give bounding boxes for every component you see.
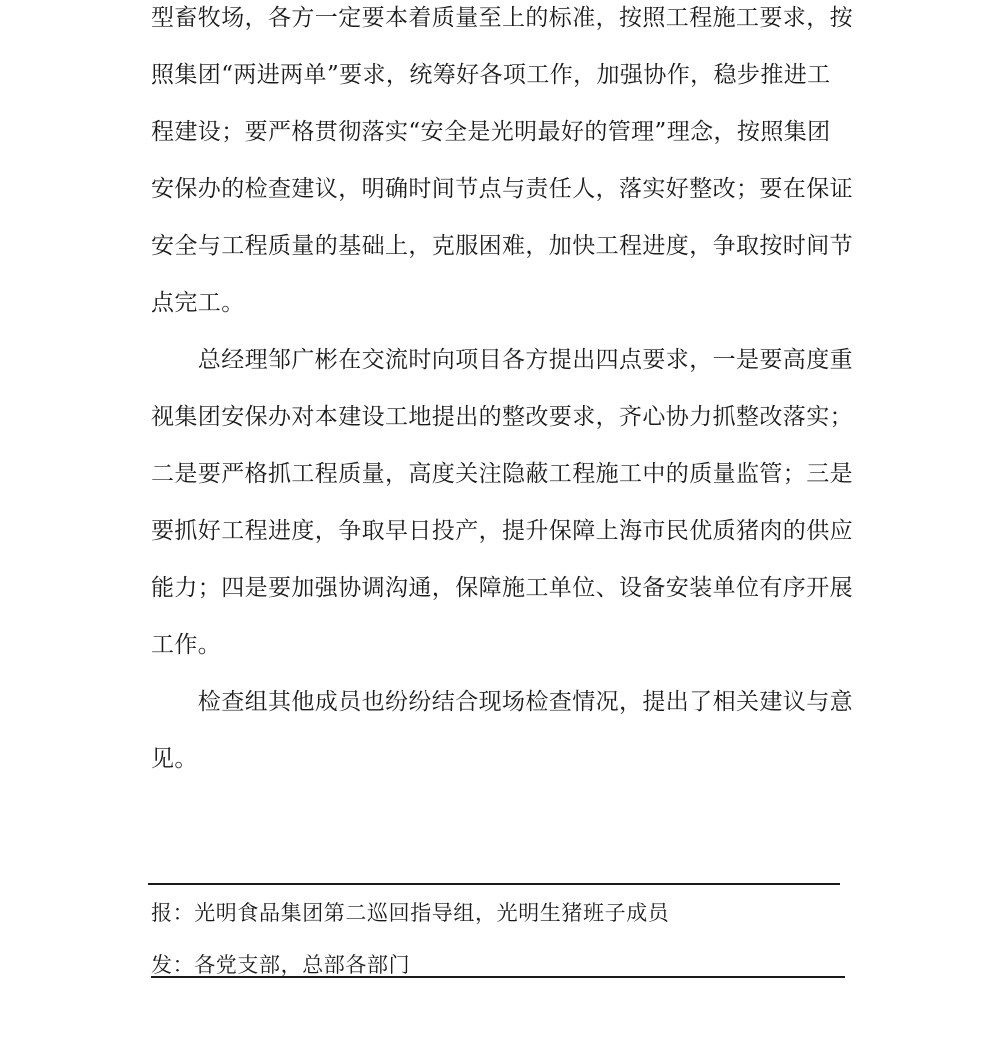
paragraph-line: 安全与工程质量的基础上，克服困难，加快工程进度，争取按时间节 [151,233,853,259]
paragraph-line: 要抓好工程进度，争取早日投产，提升保障上海市民优质猪肉的供应 [151,518,853,544]
paragraph-line: 能力；四是要加强协调沟通，保障施工单位、设备安装单位有序开展 [151,575,853,601]
paragraph-line: 安保办的检查建议，明确时间节点与责任人，落实好整改；要在保证 [151,176,853,202]
paragraph-line: 检查组其他成员也纷纷结合现场检查情况，提出了相关建议与意 [151,689,853,715]
paragraph-line: 点完工。 [151,290,245,316]
paragraph-line: 工作。 [151,632,222,658]
report-to-line: 报：光明食品集团第二巡回指导组，光明生猪班子成员 [151,901,670,925]
paragraph-line: 视集团安保办对本建设工地提出的整改要求，齐心协力抓整改落实； [151,404,853,430]
paragraph-line: 总经理邹广彬在交流时向项目各方提出四点要求，一是要高度重 [151,347,853,373]
footer-bottom-rule [151,976,845,978]
paragraph-line: 二是要严格抓工程质量，高度关注隐蔽工程施工中的质量监管；三是 [151,461,853,487]
footer-top-rule [148,883,840,885]
paragraph-line: 程建设；要严格贯彻落实“安全是光明最好的管理”理念，按照集团 [151,119,831,145]
paragraph-line: 见。 [151,746,198,772]
send-to-line: 发：各党支部，总部各部门 [151,953,411,977]
paragraph-line: 型畜牧场，各方一定要本着质量至上的标准，按照工程施工要求，按 [151,5,853,31]
paragraph-line: 照集团“两进两单”要求，统筹好各项工作，加强协作，稳步推进工 [151,62,831,88]
